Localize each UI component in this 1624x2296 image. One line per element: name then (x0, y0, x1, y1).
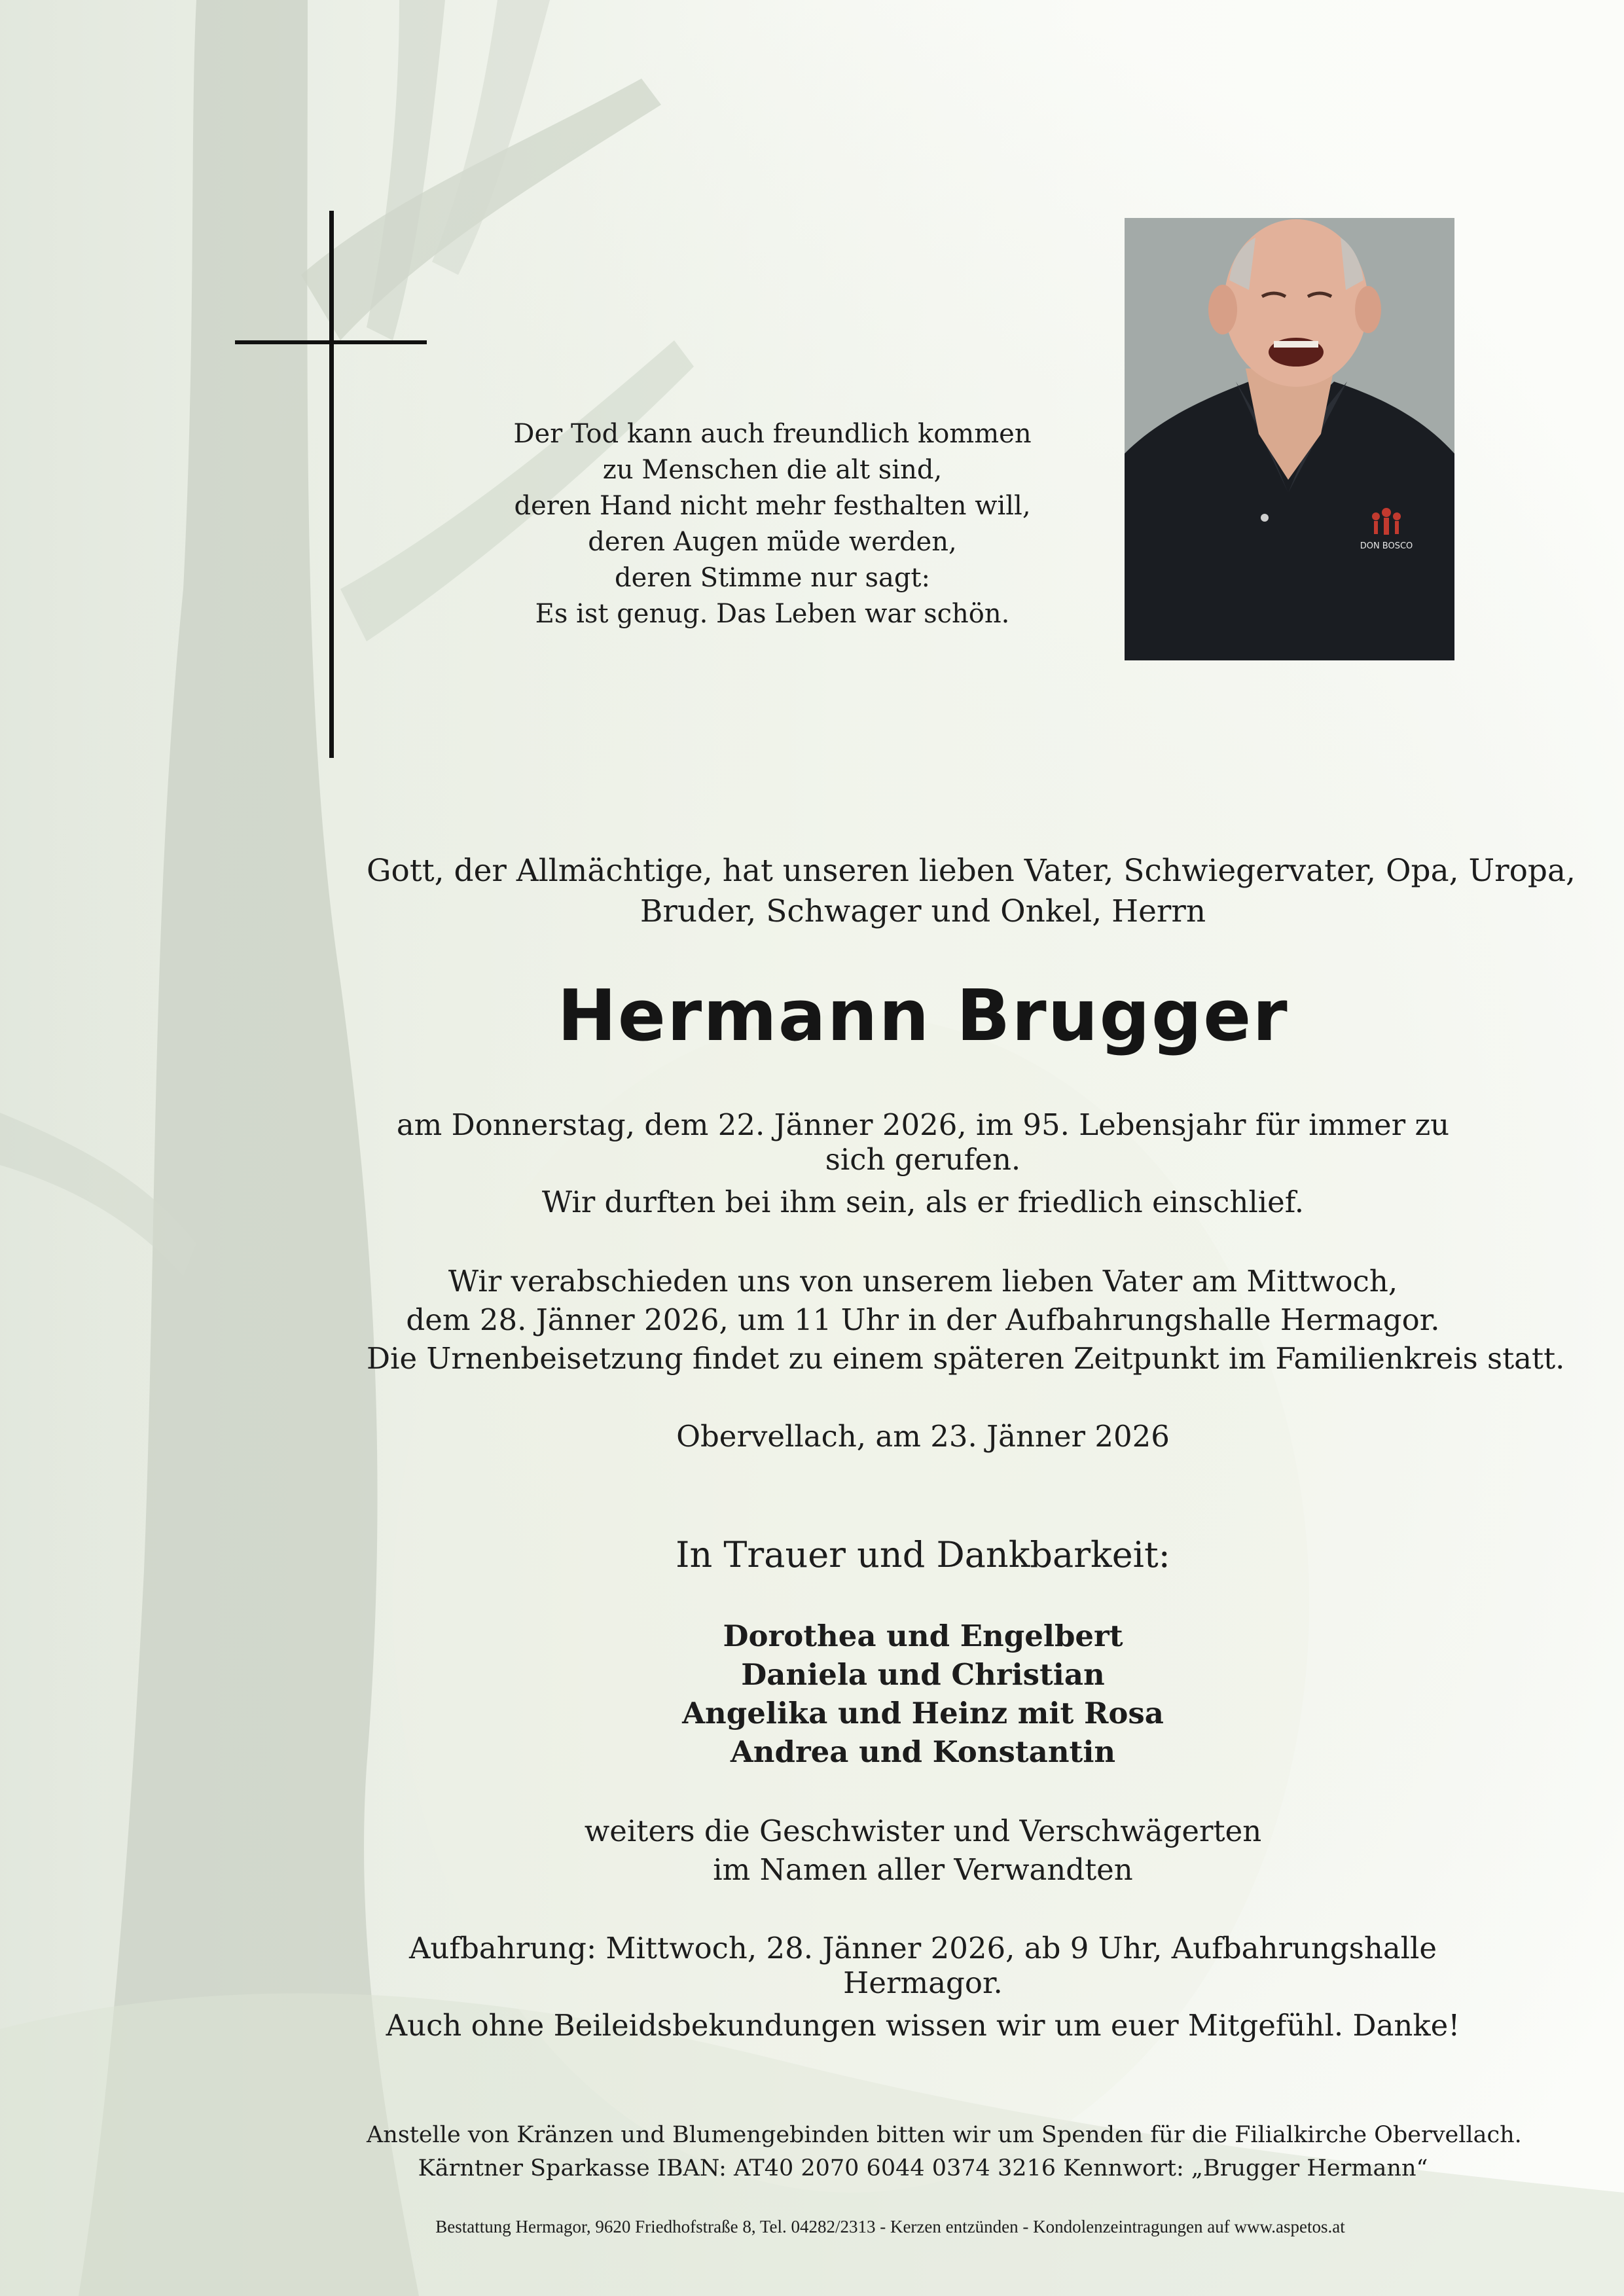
funeral-home-footer: Bestattung Hermagor, 9620 Friedhofstraße 8, Tel. 04282/2313 - Kerzen entzünden - Kondolenzeintragungen auf www.aspetos.at (435, 2217, 1345, 2236)
cross-horizontal-bar (235, 340, 427, 344)
cross-vertical-bar (329, 211, 334, 758)
mourner-entry: Andrea und Konstantin (730, 1734, 1116, 1769)
farewell-line: Wir verabschieden uns von unserem lieben Vater am Mittwoch, (448, 1264, 1398, 1299)
mourning-heading: In Trauer und Dankbarkeit: (676, 1534, 1170, 1575)
sympathy-note: Auch ohne Beileidsbekundungen wissen wir um euer Mitgefühl. Danke! (386, 2008, 1460, 2043)
farewell-info (367, 1262, 1565, 1378)
donation-line: Anstelle von Kränzen und Blumengebinden bitten wir um Spenden für die Filialkirche Obervellach. (367, 2122, 1522, 2148)
mourners-list (367, 1617, 1479, 1771)
relatives-line: im Namen aller Verwandten (713, 1852, 1133, 1887)
portrait-photo (1125, 218, 1454, 660)
intro-text (367, 851, 1576, 932)
mourner-entry: Daniela und Christian (741, 1657, 1105, 1692)
portrait-illustration (1125, 218, 1454, 660)
viewing-info: Aufbahrung: Mittwoch, 28. Jänner 2026, ab 9 Uhr, Aufbahrungshalle Hermagor. (408, 1931, 1437, 2000)
relatives-line: weiters die Geschwister und Verschwägerten (584, 1814, 1262, 1848)
deceased-name: Hermann Brugger (557, 975, 1289, 1057)
poem (458, 416, 1087, 632)
mourner-entry: Dorothea und Engelbert (723, 1619, 1123, 1653)
logo-text: DON BOSCO (1360, 541, 1413, 551)
intro-line: Bruder, Schwager und Onkel, Herrn (640, 893, 1206, 929)
poem-line: deren Hand nicht mehr festhalten will, (514, 491, 1031, 521)
death-notice-line: am Donnerstag, dem 22. Jänner 2026, im 95. Lebensjahr für immer zu sich gerufen. (396, 1107, 1450, 1177)
poem-line: deren Stimme nur sagt: (615, 563, 930, 593)
poem-line: Es ist genug. Das Leben war schön. (535, 599, 1010, 629)
relatives-note (367, 1812, 1479, 1889)
farewell-line: Die Urnenbeisetzung findet zu einem späteren Zeitpunkt im Familienkreis statt. (367, 1341, 1565, 1376)
poem-line: Der Tod kann auch freundlich kommen (513, 419, 1032, 449)
donation-request (367, 2119, 1522, 2185)
donation-line: Kärntner Sparkasse IBAN: AT40 2070 6044 0374 3216 Kennwort: „Brugger Hermann“ (418, 2155, 1428, 2181)
peaceful-passing-line: Wir durften bei ihm sein, als er friedlich einschlief. (541, 1185, 1305, 1219)
poem-line: deren Augen müde werden, (588, 527, 957, 557)
farewell-line: dem 28. Jänner 2026, um 11 Uhr in der Aufbahrungshalle Hermagor. (406, 1302, 1440, 1337)
intro-line: Gott, der Allmächtige, hat unseren lieben Vater, Schwiegervater, Opa, Uropa, (367, 853, 1576, 889)
poem-line: zu Menschen die alt sind, (602, 455, 943, 485)
place-date: Obervellach, am 23. Jänner 2026 (676, 1419, 1170, 1454)
mourner-entry: Angelika und Heinz mit Rosa (682, 1696, 1164, 1731)
